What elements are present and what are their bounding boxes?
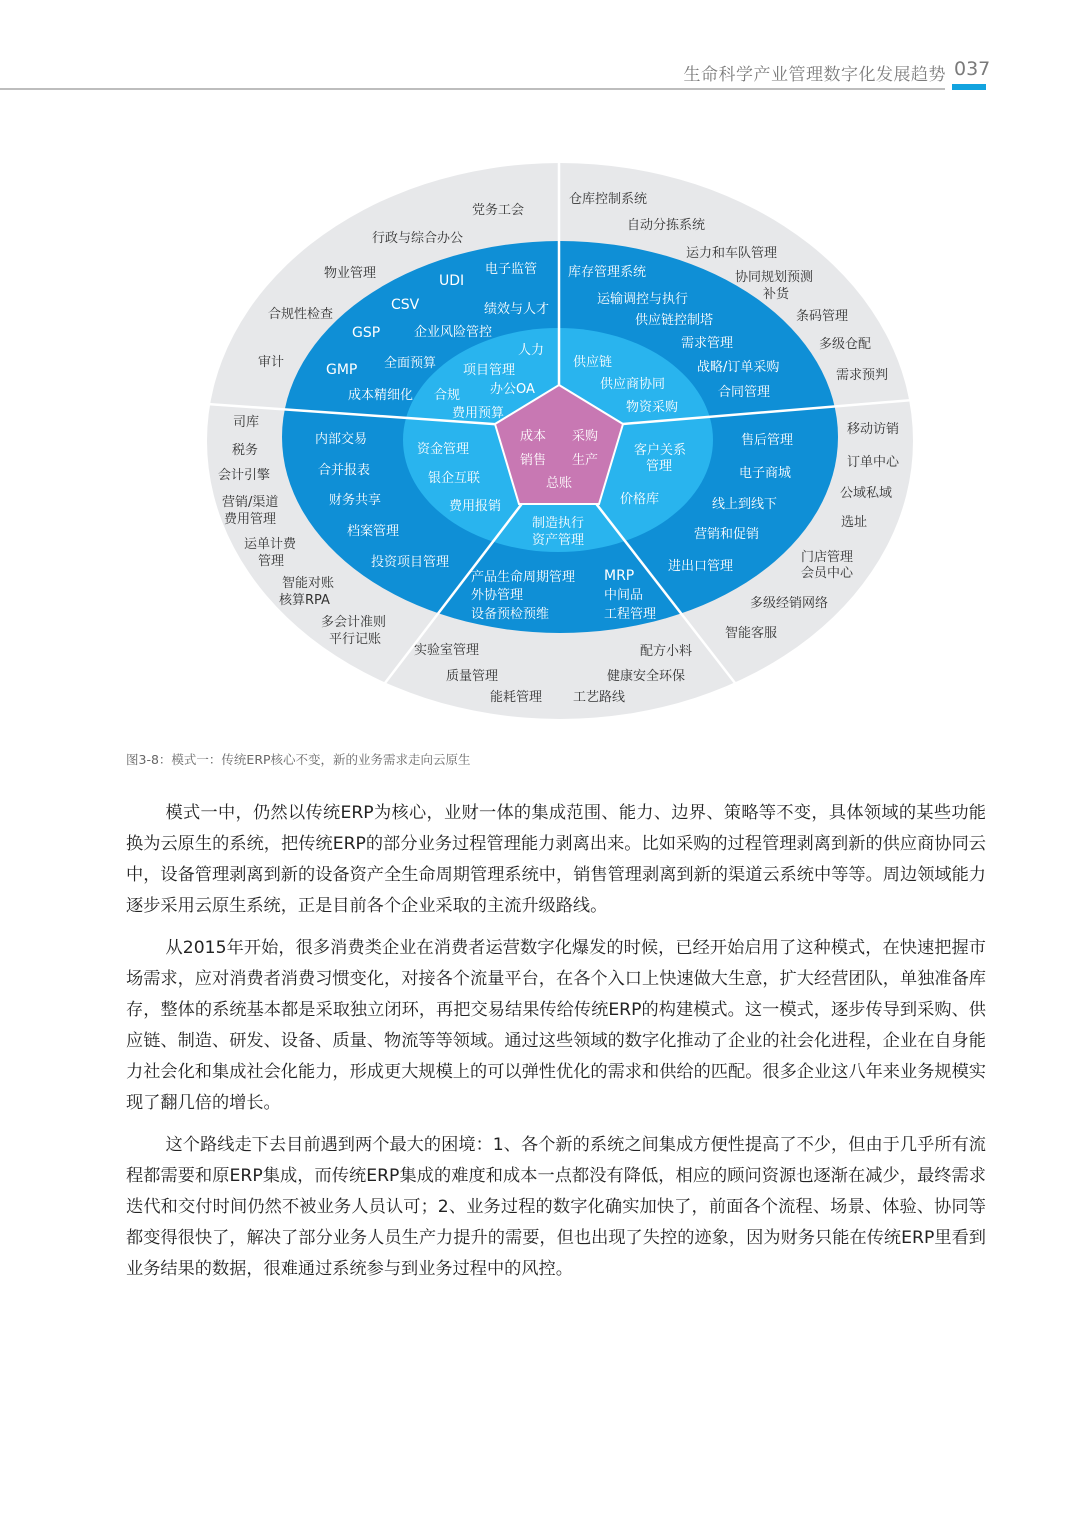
inner-label: 管理	[646, 459, 673, 474]
middle-label: 投资项目管理	[371, 555, 450, 570]
middle-label: 电子监管	[485, 262, 538, 277]
middle-label: 需求管理	[681, 336, 734, 351]
outer-label: 移动访销	[847, 422, 900, 437]
middle-label: GMP	[326, 362, 358, 378]
middle-label: MRP	[604, 568, 635, 584]
inner-label: 银企互联	[428, 471, 481, 486]
middle-label: 线上到线下	[712, 497, 778, 512]
middle-label: 运输调控与执行	[597, 292, 689, 307]
outer-label: 行政与综合办公	[372, 231, 464, 246]
paragraph: 这个路线走下去目前遇到两个最大的困境：1、各个新的系统之间集成方便性提高了不少，但由于几乎所有流程都需要和原ERP集成，而传统ERP集成的难度和成本一点都没有降低，相应的顾问资源也逐渐在减少，最终需求迭代和交付时间仍然不被业务人员认可；2、业务过程的数字化确实加快了，前面各个流程、场景、体验、协同等都变得很快了，解决了部分业务人员生产力提升的需要，但也出现了失控的迹象，因为财务只能在传统ERP里看到业务结果的数据，很难通过系统参与到业务过程中的风控。	[126, 1135, 986, 1279]
core-label: 总账	[546, 476, 573, 491]
outer-label: 审计	[258, 355, 285, 370]
inner-label: 资产管理	[532, 533, 585, 548]
outer-label: 协同规划预测	[735, 270, 814, 285]
outer-label: 条码管理	[796, 309, 849, 324]
figure-caption: 图3-8：模式一：传统ERP核心不变，新的业务需求走向云原生	[126, 752, 471, 767]
middle-label: 库存管理系统	[568, 265, 647, 280]
middle-label: 售后管理	[741, 433, 794, 448]
inner-label: 合规	[434, 388, 461, 403]
outer-label: 合规性检查	[268, 307, 334, 322]
inner-label: 制造执行	[532, 516, 585, 531]
outer-label: 管理	[258, 554, 285, 569]
middle-label: 电子商城	[739, 466, 792, 481]
erp-cloud-diagram	[0, 150, 1080, 750]
middle-label: 战略/订单采购	[697, 360, 780, 375]
outer-label: 能耗管理	[490, 690, 543, 705]
outer-label: 平行记账	[329, 632, 382, 647]
body-text	[126, 798, 986, 1296]
outer-label: 健康安全环保	[607, 669, 686, 684]
middle-label: CSV	[391, 297, 420, 313]
outer-label: 核算RPA	[279, 593, 330, 608]
middle-label: 全面预算	[384, 356, 437, 371]
header-accent-bar	[952, 84, 986, 90]
outer-label: 质量管理	[446, 669, 499, 684]
outer-label: 选址	[841, 515, 868, 530]
core-label: 生产	[572, 453, 599, 468]
inner-label: 价格库	[620, 492, 660, 507]
inner-label: 资金管理	[417, 442, 470, 457]
outer-label: 会员中心	[801, 566, 854, 581]
middle-label: 财务共享	[329, 493, 382, 508]
middle-label: GSP	[352, 325, 381, 341]
middle-label: 成本精细化	[348, 388, 414, 403]
middle-label: 合并报表	[318, 463, 371, 478]
inner-label: 供应商协同	[600, 377, 666, 392]
middle-label: 产品生命周期管理	[471, 570, 576, 585]
middle-label: 内部交易	[315, 432, 368, 447]
middle-label: 外协管理	[471, 588, 524, 603]
core-label: 销售	[520, 453, 547, 468]
inner-label: 客户关系	[634, 443, 687, 458]
inner-label: 供应链	[573, 355, 613, 370]
outer-label: 司库	[233, 415, 260, 430]
outer-label: 运单计费	[244, 537, 297, 552]
inner-label: 项目管理	[463, 363, 516, 378]
outer-label: 工艺路线	[573, 690, 626, 705]
header-rule	[0, 88, 945, 90]
middle-label: 进出口管理	[668, 559, 734, 574]
page-number: 037	[954, 58, 991, 80]
outer-label: 实验室管理	[414, 643, 480, 658]
outer-label: 多会计准则	[321, 615, 387, 630]
outer-label: 党务工会	[472, 203, 525, 218]
middle-label: 设备预检预维	[471, 607, 550, 622]
inner-label: 人力	[518, 343, 545, 358]
middle-label: 合同管理	[718, 385, 771, 400]
middle-label: 工程管理	[604, 607, 657, 622]
middle-label: 中间品	[604, 588, 644, 603]
outer-label: 物业管理	[324, 266, 377, 281]
middle-label: 绩效与人才	[484, 302, 550, 317]
outer-label: 营销/渠道	[222, 495, 279, 510]
middle-label: UDI	[439, 273, 465, 289]
outer-label: 仓库控制系统	[569, 192, 648, 207]
paragraph: 模式一中，仍然以传统ERP为核心，业财一体的集成范围、能力、边界、策略等不变，具体领域的某些功能换为云原生的系统，把传统ERP的部分业务过程管理能力剥离出来。比如采购的过程管理剥离到新的供应商协同云中，设备管理剥离到新的设备资产全生命周期管理系统中，销售管理剥离到新的渠道云系统中等等。周边领域能力逐步采用云原生系统，正是目前各个企业采取的主流升级路线。	[126, 803, 986, 916]
outer-label: 公域私域	[840, 486, 893, 501]
inner-label: 费用报销	[449, 499, 502, 514]
inner-label: 费用预算	[452, 406, 505, 421]
core-label: 成本	[520, 429, 547, 444]
inner-label: 物资采购	[626, 400, 679, 415]
outer-label: 运力和车队管理	[686, 246, 778, 261]
outer-label: 会计引擎	[218, 468, 271, 483]
outer-label: 费用管理	[224, 512, 277, 527]
middle-label: 档案管理	[347, 524, 400, 539]
outer-label: 税务	[232, 443, 259, 458]
outer-label: 补货	[763, 287, 790, 302]
outer-label: 智能客服	[725, 626, 778, 641]
paragraph: 从2015年开始，很多消费类企业在消费者运营数字化爆发的时候，已经开始启用了这种模式，在快速把握市场需求，应对消费者消费习惯变化，对接各个流量平台，在各个入口上快速做大生意，扩大经营团队，单独准备库存，整体的系统基本都是采取独立闭环，再把交易结果传给传统ERP的构建模式。这一模式，逐步传导到采购、供应链、制造、研发、设备、质量、物流等等领域。通过这些领域的数字化推动了企业的社会化进程，企业在自身能力社会化和集成社会化能力，形成更大规模上的可以弹性优化的需求和供给的匹配。很多企业这八年来业务规模实现了翻几倍的增长。	[126, 938, 986, 1113]
middle-label: 营销和促销	[694, 527, 760, 542]
outer-label: 多级仓配	[819, 337, 872, 352]
outer-label: 门店管理	[801, 550, 854, 565]
outer-label: 订单中心	[847, 455, 900, 470]
outer-label: 配方小料	[640, 644, 693, 659]
running-header-title: 生命科学产业管理数字化发展趋势	[683, 65, 946, 85]
outer-label: 智能对账	[282, 576, 335, 591]
inner-label: 办公OA	[490, 382, 535, 397]
middle-label: 企业风险管控	[414, 325, 493, 340]
outer-label: 需求预判	[836, 368, 889, 383]
outer-label: 自动分拣系统	[627, 218, 706, 233]
middle-label: 供应链控制塔	[635, 313, 714, 328]
outer-label: 多级经销网络	[750, 596, 829, 611]
core-label: 采购	[572, 429, 599, 444]
